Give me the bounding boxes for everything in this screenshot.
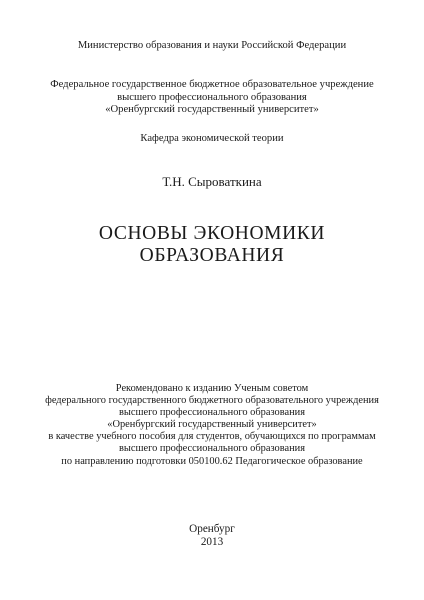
recommendation-line: по направлению подготовки 050100.62 Педагогическое образование xyxy=(61,455,363,467)
imprint-city: Оренбург xyxy=(189,523,235,535)
recommendation-line: в качестве учебного пособия для студентов, обучающихся по программам xyxy=(48,431,376,443)
book-title-line: ОБРАЗОВАНИЯ xyxy=(139,245,285,266)
institution-line: Федеральное государственное бюджетное образовательное учреждение xyxy=(50,79,374,90)
ministry-line: Министерство образования и науки Российской Федерации xyxy=(77,40,347,51)
recommendation-line: «Оренбургский государственный университет» xyxy=(107,419,317,431)
recommendation-line: высшего профессионального образования xyxy=(119,407,305,419)
author-name: Т.Н. Сыроваткина xyxy=(162,174,262,189)
book-title xyxy=(0,223,424,267)
recommendation-line: Рекомендовано к изданию Ученым советом xyxy=(115,383,309,394)
recommendation-block xyxy=(0,383,424,468)
imprint-year: 2013 xyxy=(200,536,224,549)
institution-line: высшего профессионального образования xyxy=(117,91,307,103)
recommendation-line: федерального государственного бюджетного образовательного учреждения xyxy=(45,395,379,407)
recommendation-line: высшего профессионального образования xyxy=(119,443,305,455)
imprint-block xyxy=(0,523,424,549)
book-title-line: ОСНОВЫ ЭКОНОМИКИ xyxy=(98,223,326,244)
institution-block xyxy=(0,79,424,117)
institution-line: «Оренбургский государственный университет» xyxy=(105,104,319,116)
department-line: Кафедра экономической теории xyxy=(140,133,284,144)
